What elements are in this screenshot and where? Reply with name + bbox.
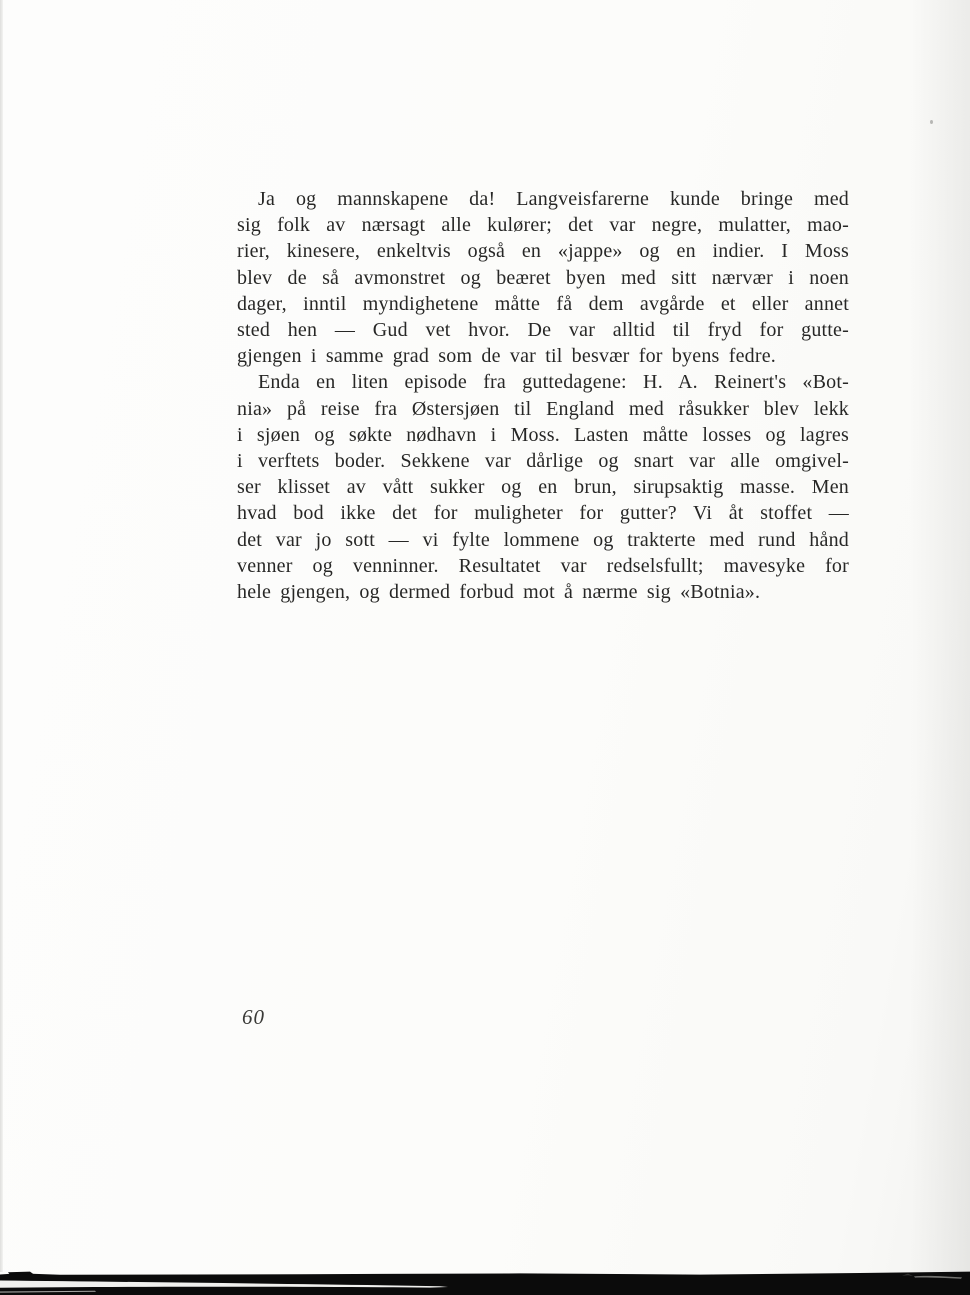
text-line: ser klisset av vått sukker og en brun, sirupsaktig masse. Men [237, 476, 849, 499]
text-line: nia» på reise fra Østersjøen til England med råsukker blev lekk [237, 397, 849, 420]
text-line: i verftets boder. Sekkene var dårlige og snart var alle omgivel- [237, 450, 849, 473]
text-line: Ja og mannskapene da! Langveisfarerne kunde bringe med [258, 188, 849, 210]
text-line: rier, kinesere, enkeltvis også en «jappe» og en indier. I Moss [237, 240, 849, 263]
text-line: i sjøen og søkte nødhavn i Moss. Lasten måtte losses og lagres [237, 423, 849, 446]
scan-speck [930, 120, 933, 124]
text-line: venner og venninner. Resultatet var redselsfullt; mavesyke for [237, 554, 849, 577]
scan-right-shadow [910, 0, 970, 1272]
paragraph-2 [237, 369, 849, 605]
text-line: sted hen — Gud vet hvor. De var alltid til fryd for gutte- [237, 319, 849, 342]
text-line: gjengen i samme grad som de var til besvær for byens fedre. [237, 345, 776, 368]
scan-left-edge-artifact [0, 0, 3, 1272]
text-line: Enda en liten episode fra guttedagene: H. A. Reinert's «Bot- [258, 371, 849, 394]
text-line: det var jo sott — vi fylte lommene og trakterte med rund hånd [237, 528, 849, 551]
text-line: blev de så avmonstret og beæret byen med sitt nærvær i noen [237, 266, 849, 289]
paragraph-1 [237, 186, 849, 369]
torn-scan-bar-graphic [0, 1270, 970, 1295]
text-line: sig folk av nærsagt alle kulører; det var negre, mulatter, mao- [237, 214, 849, 237]
text-line: hele gjengen, og dermed forbud mot å nærme sig «Botnia». [237, 581, 761, 604]
text-line: dager, inntil myndighetene måtte få dem avgårde et eller annet [237, 292, 849, 315]
body-text [237, 186, 849, 605]
scan-bottom-bar-artifact [0, 1270, 970, 1295]
page-number: 60 [242, 1005, 265, 1029]
text-line: hvad bod ikke det for muligheter for gutter? Vi åt stoffet — [237, 502, 849, 525]
